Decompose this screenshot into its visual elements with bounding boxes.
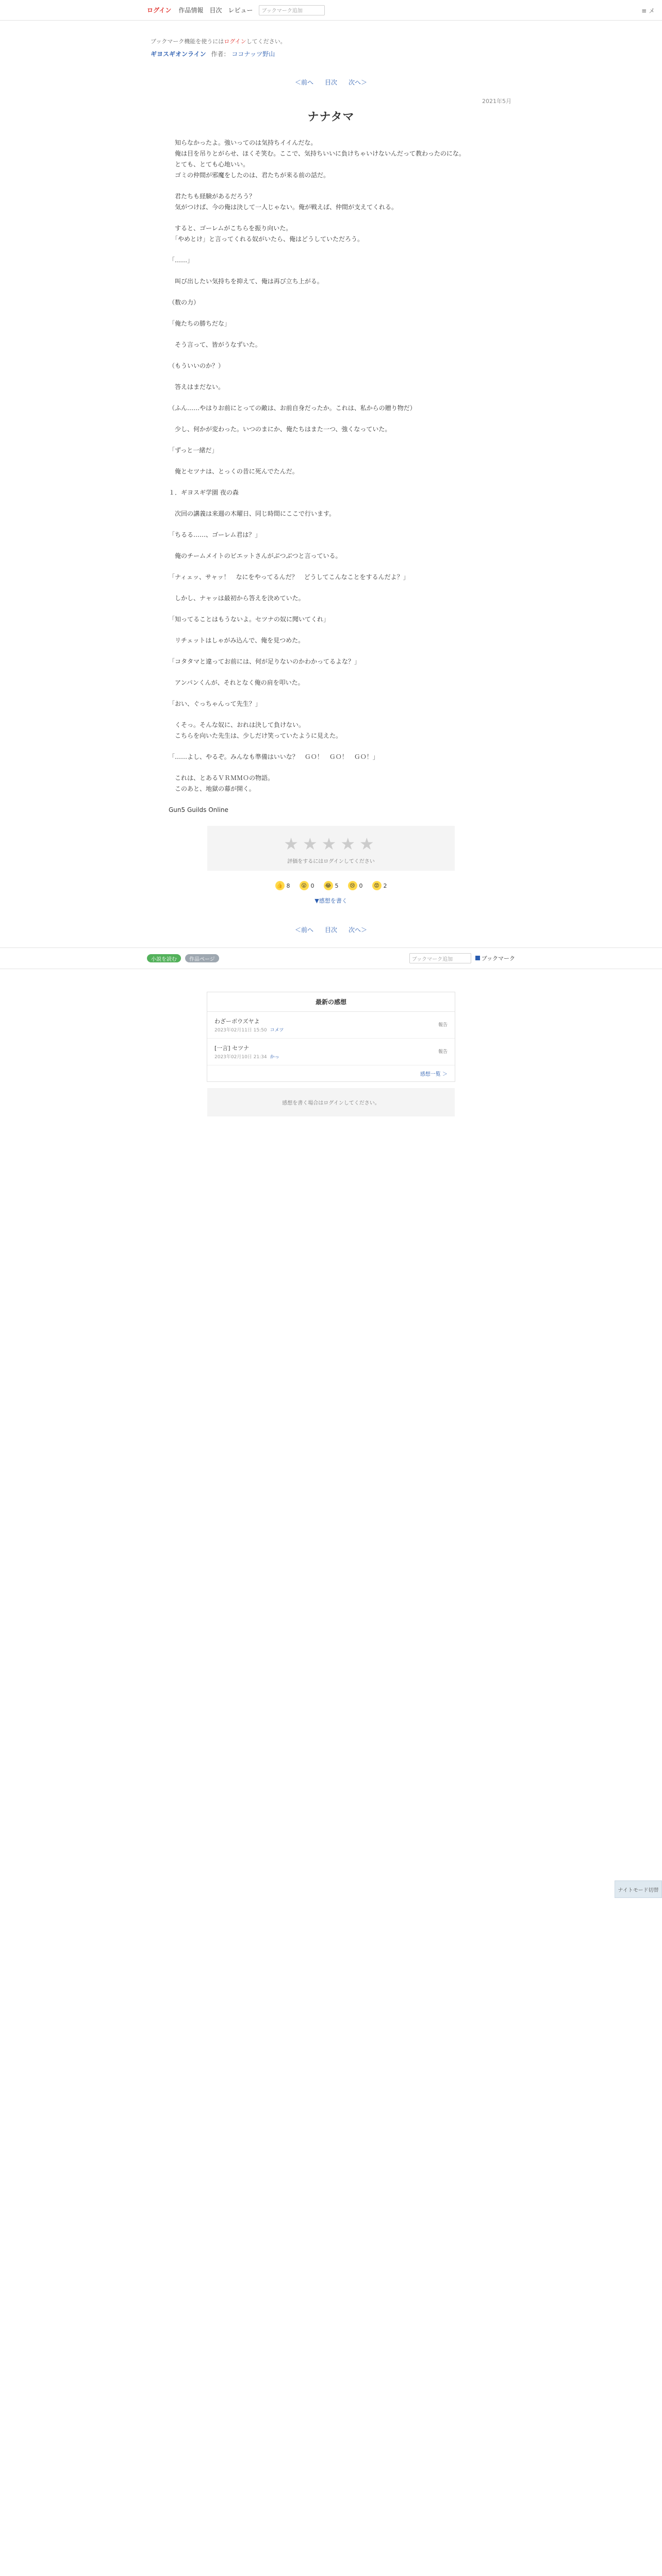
bookmark-icon xyxy=(475,956,480,960)
night-mode-tab[interactable]: ナイトモード切替 xyxy=(615,1880,662,1898)
rating-stars[interactable]: ★★★★★ xyxy=(284,834,378,854)
reaction-count: 0 xyxy=(310,882,315,889)
pager-top xyxy=(151,78,511,87)
comments-more-link[interactable]: 感想一覧 ＞ xyxy=(420,1072,448,1077)
paragraph: くそっ。そんな奴に、おれは決して負けない。 こちらを向いた先生は、少しだけ笑っていたように見えた。 xyxy=(175,721,342,739)
paragraph: 「ずっと一緒だ」 xyxy=(169,447,218,454)
reaction-count: 5 xyxy=(335,882,339,889)
comment-item xyxy=(207,1039,455,1065)
paragraph: 少し、何かが変わった。いつのまにか、俺たちはまた一つ、強くなっていた。 xyxy=(169,426,391,433)
paragraph: すると、ゴーレムがこちらを振り向いた。 「やめとけ」と言ってくれる奴がいたら、俺はどうしていただろう。 xyxy=(175,225,364,243)
comments-title: 最新の感想 xyxy=(207,992,455,1012)
paragraph: そう言って、皆がうなずいた。 xyxy=(169,341,261,348)
reaction-emoji-icon: 😢 xyxy=(348,881,357,890)
comment-report-button[interactable]: 報告 xyxy=(438,1023,448,1028)
paragraph: 俺のチームメイトのビエットさんがぶつぶつと言っている。 xyxy=(169,552,342,560)
comment-report-button[interactable]: 報告 xyxy=(438,1049,448,1055)
paragraph: リチェットはしゃがみ込んで、俺を見つめた。 xyxy=(169,637,305,644)
toc-link-bottom[interactable]: 目次 xyxy=(324,926,337,934)
reaction-button[interactable] xyxy=(275,881,290,890)
reaction-emoji-icon: 😮 xyxy=(300,881,309,890)
paragraph: これは、とあるＶＲＭＭＯの物語。 このあと、地獄の幕が開く。 xyxy=(175,774,274,792)
paragraph: アンパンくんが、それとなく俺の肩を叩いた。 xyxy=(169,679,304,686)
comments-box xyxy=(207,992,455,1082)
bookmark-login-link[interactable]: ログイン xyxy=(224,38,246,45)
comment-date: 2023年02月11日 15:50 xyxy=(214,1028,267,1033)
paragraph: 俺とセツナは、とっくの昔に死んでたんだ。 xyxy=(169,468,299,475)
reactions xyxy=(151,881,511,890)
comment-reply-link[interactable]: かっ xyxy=(270,1055,279,1060)
rating-box xyxy=(207,826,455,871)
reaction-button[interactable] xyxy=(348,881,363,890)
comment-list xyxy=(207,1012,455,1065)
post-date: 2021年5月 xyxy=(482,98,511,105)
paragraph: 君たちも経験があるだろう？ 気がつけば、今の俺は決して一人じゃない。俺が戦えば、仲間が支えてくれる。 xyxy=(175,193,398,211)
paragraph: 次回の講義は来週の木曜日、同じ時間にここで行います。 xyxy=(169,510,336,517)
paragraph: （ふん……やはりお前にとっての敵は、お前自身だったか。これは、私からの贈り物だ） xyxy=(169,404,416,412)
reaction-emoji-icon: 😂 xyxy=(324,881,333,890)
paragraph: Gun5 Guilds Online xyxy=(169,806,228,814)
nav-toc[interactable]: 目次 xyxy=(209,7,222,14)
paragraph: 叫び出したい気持ちを抑えて、俺は再び立ち上がる。 xyxy=(169,278,323,285)
toolbar-bookmark-box[interactable]: ブックマーク追加 xyxy=(409,953,471,963)
bookmark-label: ブックマーク xyxy=(481,955,515,962)
write-review-link[interactable]: ▼感想を書く xyxy=(315,897,347,904)
reaction-button[interactable] xyxy=(372,881,387,890)
toc-link[interactable]: 目次 xyxy=(324,79,337,86)
bookmark-msg-after: してください。 xyxy=(246,38,286,45)
work-info xyxy=(151,49,511,58)
next-link-bottom[interactable]: 次へ＞ xyxy=(349,926,368,934)
paragraph: 「ちるる……、ゴーレム君は？」 xyxy=(169,531,261,538)
comment-date: 2023年02月10日 21:34 xyxy=(214,1055,267,1060)
bookmark-add-box[interactable]: ブックマーク追加 xyxy=(259,5,325,15)
paragraph: 「おい、ぐっちゃんって先生？」 xyxy=(169,700,261,707)
chapter-title: ナナタマ xyxy=(307,111,355,124)
reaction-count: 2 xyxy=(383,882,387,889)
comment-meta xyxy=(214,1026,448,1033)
bookmark-button[interactable] xyxy=(475,954,515,962)
login-link[interactable]: ログイン xyxy=(147,7,172,14)
reaction-count: 8 xyxy=(286,882,290,889)
author-label: 作者： xyxy=(211,50,230,58)
comment-name[interactable]: わざーボウズヤよ xyxy=(214,1018,260,1025)
paragraph: 知らなかったよ。強いってのは気持ちイイんだな。 俺は目を吊りとがらせ、ほくそ笑む。ここで、気持ちいいに負けちゃいけないんだって教わったのにな。 とても、とても心地いい。 ゴミの仲間が邪魔をしたのは、君たちが来る前の話だ。 xyxy=(175,139,465,179)
paragraph: 「……よし、やるぞ。みんなも準備はいいな？ ＧＯ！ ＧＯ！ ＧＯ！」 xyxy=(169,753,379,760)
series-title[interactable]: ギヨスギオンライン xyxy=(151,50,206,58)
main-content xyxy=(151,37,511,934)
reaction-button[interactable] xyxy=(324,881,339,890)
paragraph: 「コタタマと違ってお前には、何が足りないのかわかってるよな？」 xyxy=(169,658,361,665)
reaction-button[interactable] xyxy=(300,881,315,890)
paragraph: （もういいのか？） xyxy=(169,362,225,369)
nav-works[interactable]: 作品情報 xyxy=(178,7,204,14)
paragraph: 「俺たちの勝ちだな」 xyxy=(169,320,231,327)
next-link[interactable]: 次へ＞ xyxy=(349,79,368,86)
rating-caption: 評価をするにはログインしてください xyxy=(287,859,375,865)
comment-item xyxy=(207,1012,455,1039)
paragraph: （数の力） xyxy=(169,299,200,306)
bookmark-message xyxy=(151,37,511,45)
paragraph: 答えはまだない。 xyxy=(169,383,225,391)
reaction-count: 0 xyxy=(359,882,363,889)
prev-link[interactable]: ＜前へ xyxy=(294,79,313,86)
comment-meta xyxy=(214,1053,448,1060)
paragraph: しかし、ナャッは最初から答えを決めていた。 xyxy=(169,595,305,602)
prev-link-bottom[interactable]: ＜前へ xyxy=(294,926,313,934)
bottom-toolbar xyxy=(0,947,662,969)
pager-bottom xyxy=(151,925,511,934)
reaction-emoji-icon: 👍 xyxy=(275,881,285,890)
work-page-pill[interactable]: 作品ページ xyxy=(185,954,219,962)
novel-body xyxy=(169,138,493,816)
reaction-emoji-icon: 😡 xyxy=(372,881,382,890)
comment-reply-link[interactable]: コメツ xyxy=(270,1028,284,1033)
comment-name[interactable]: [一言] セツナ xyxy=(214,1045,250,1052)
paragraph: １．ギヨスギ学園 夜の森 xyxy=(169,489,239,496)
nav-review[interactable]: レビュー xyxy=(228,7,253,14)
menu-icon[interactable]: ≡ メ xyxy=(641,7,655,14)
paragraph: 「……」 xyxy=(169,257,194,264)
read-novel-pill[interactable]: 小説を読む xyxy=(147,954,181,962)
author-name[interactable]: ココナッツ野山 xyxy=(231,50,275,58)
site-header xyxy=(0,0,662,21)
bookmark-msg-before: ブックマーク機能を使うには xyxy=(151,38,224,45)
comment-login-prompt: 感想を書く場合はログインしてください。 xyxy=(207,1088,455,1116)
paragraph: 「ナィェッ、サャッ！ なにをやってるんだ？ どうしてこんなことをするんだよ？」 xyxy=(169,573,409,581)
paragraph: 「知ってることはもうないよ。セツナの奴に聞いてくれ」 xyxy=(169,616,330,623)
